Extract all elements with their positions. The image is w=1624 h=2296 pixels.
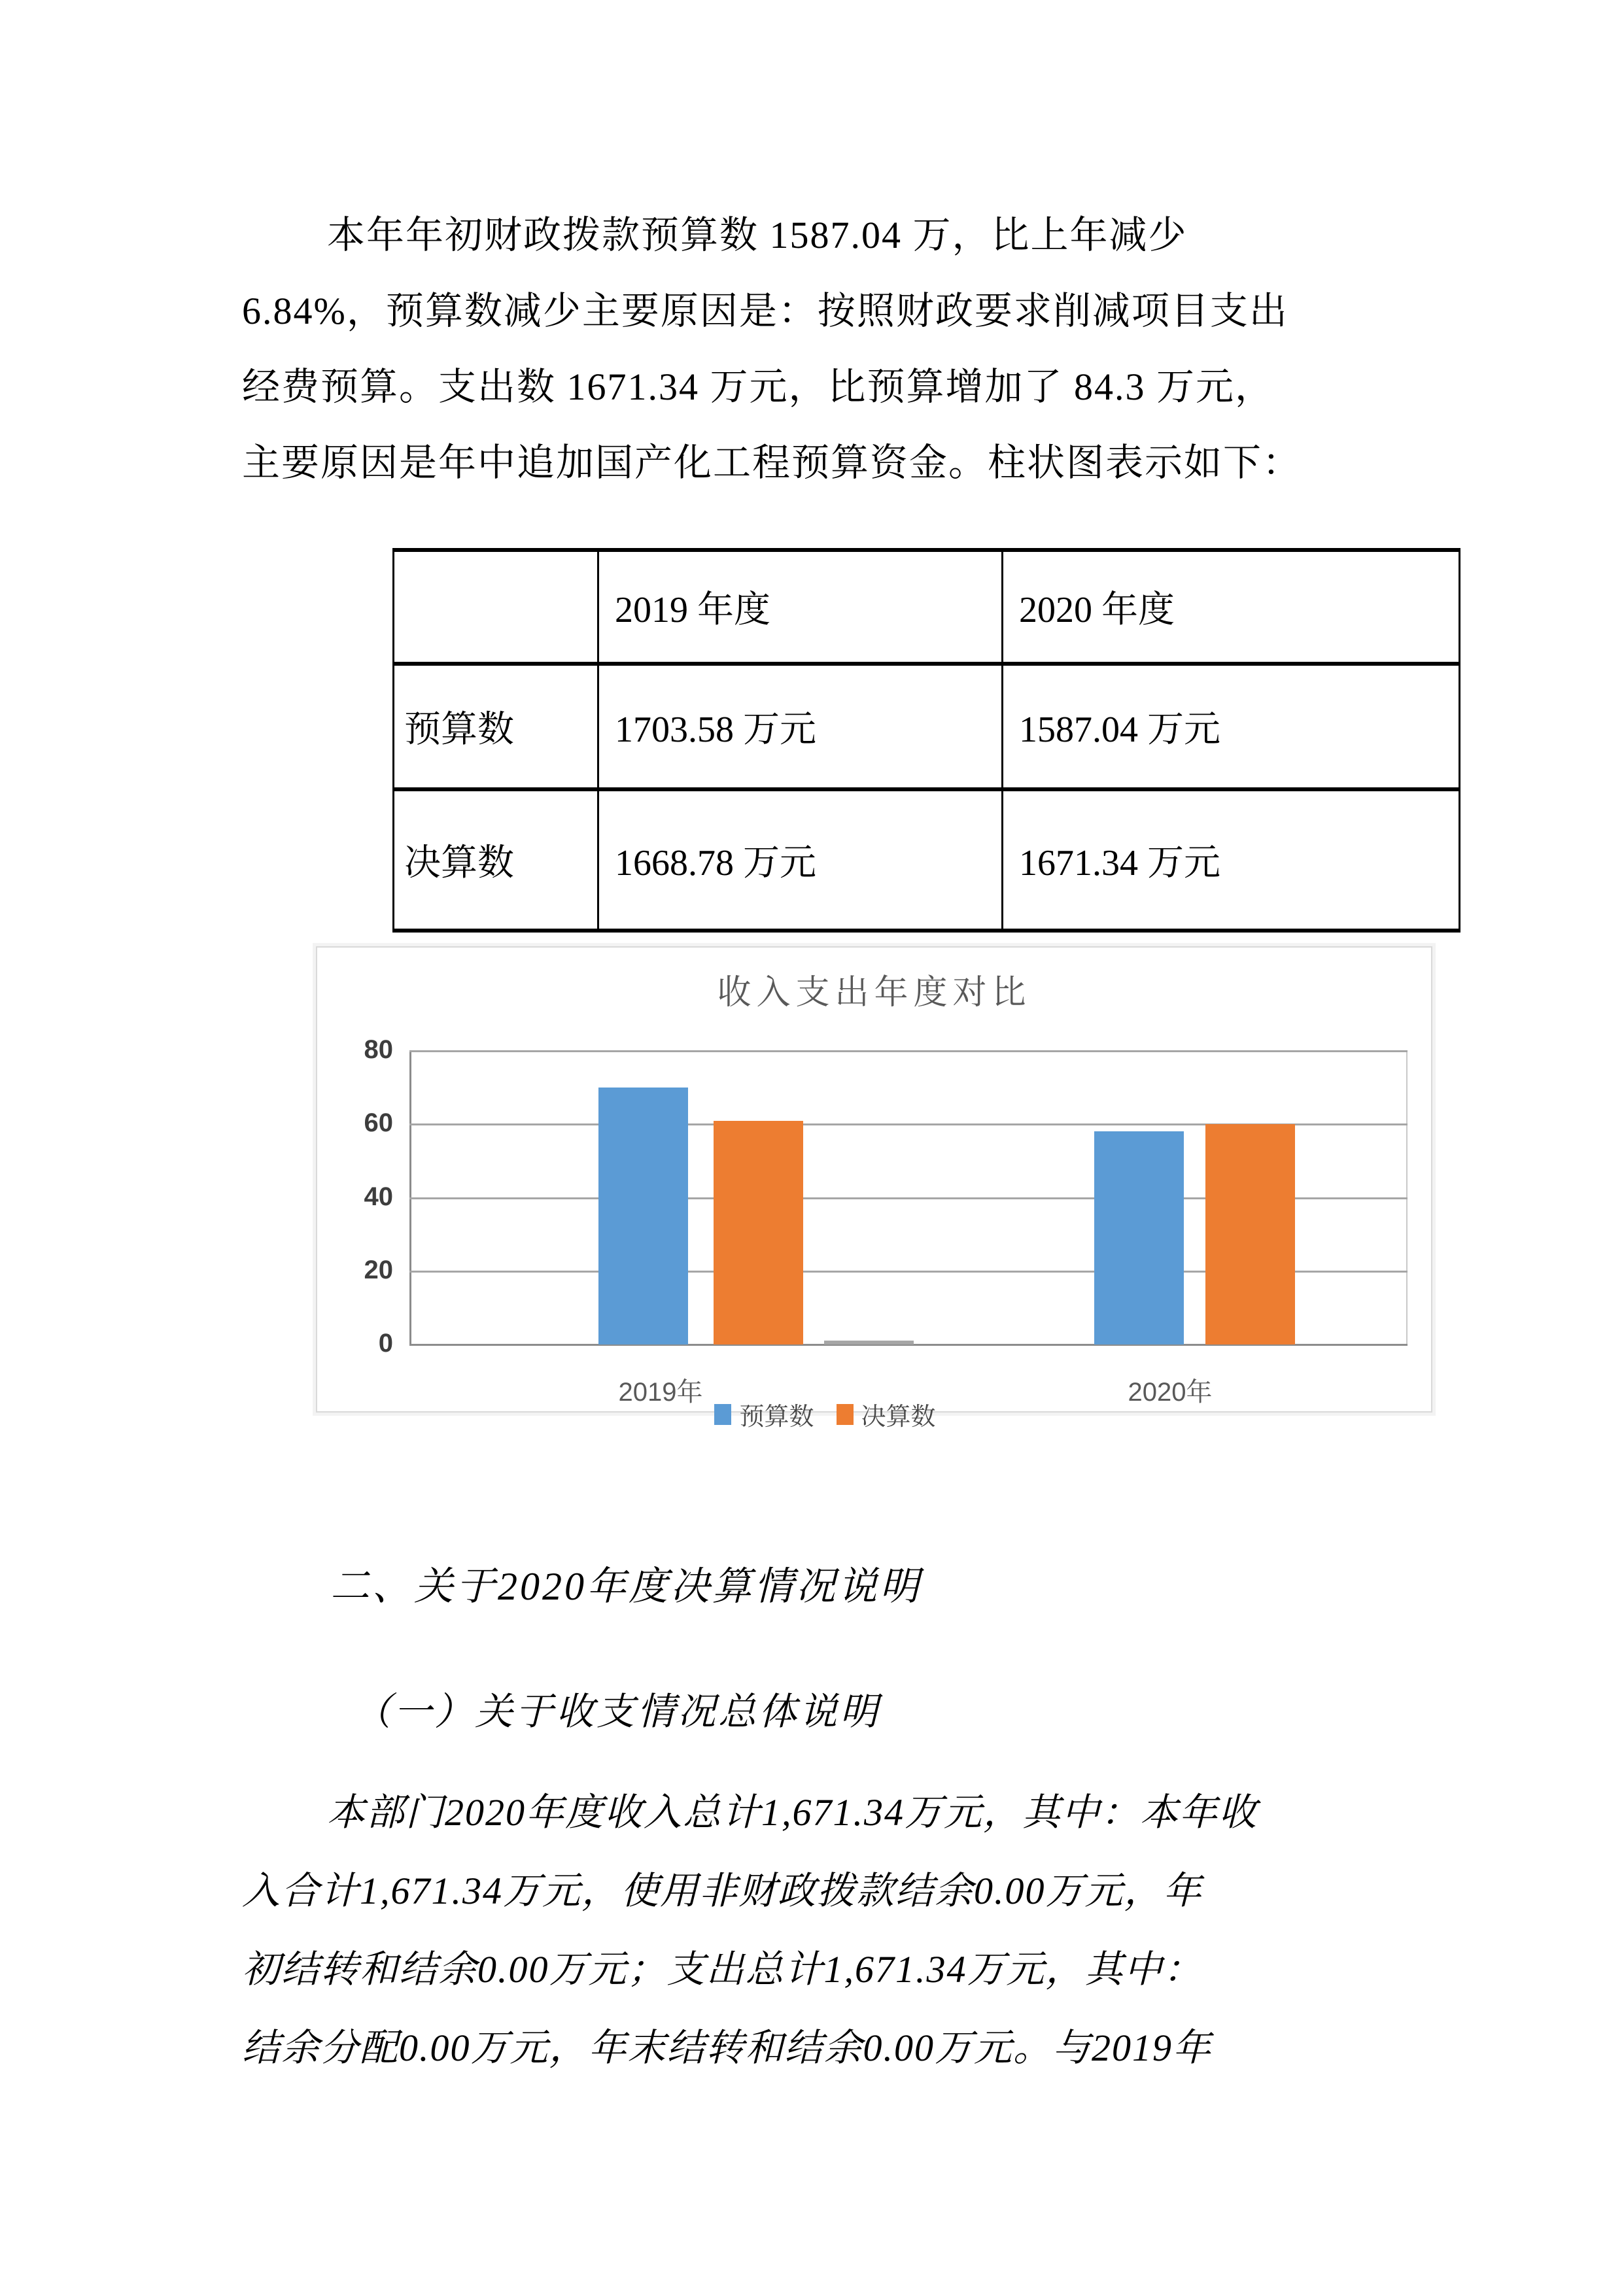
y-tick-label-80: 80 bbox=[364, 1035, 393, 1064]
legend-label-budget: 预算数 bbox=[739, 1403, 814, 1431]
paragraph-line: 结余分配0.00万元，年末结转和结余0.00万元。与2019年 bbox=[242, 2027, 1213, 2069]
category-label-2020: 2020年 bbox=[1128, 1378, 1213, 1407]
paragraph-line: 初结转和结余0.00万元；支出总计1,671.34万元，其中： bbox=[242, 1948, 1203, 1991]
paragraph-line: 本年年初财政拨款预算数 1587.04 万，比上年减少 bbox=[327, 214, 1188, 256]
row-label-budget: 预算数 bbox=[394, 664, 598, 789]
chart-plot-area bbox=[409, 1051, 1408, 1345]
gridline-80 bbox=[409, 1050, 1408, 1052]
table-header-2020: 2020 年度 bbox=[1003, 550, 1460, 664]
y-tick-label-60: 60 bbox=[364, 1108, 393, 1138]
bar-chart-panel bbox=[316, 946, 1432, 1431]
cell-budget-2019: 1703.58 万元 bbox=[598, 664, 1003, 789]
cell-final-2019: 1668.78 万元 bbox=[598, 789, 1003, 931]
table-row bbox=[394, 664, 1460, 789]
section-heading: 二、关于2020年度决算情况说明 bbox=[330, 1565, 922, 1608]
summary-paragraph bbox=[242, 1773, 1403, 2087]
chart-legend bbox=[317, 1396, 1333, 1432]
paragraph-line: 入合计1,671.34万元，使用非财政拨款结余0.00万元，年 bbox=[242, 1870, 1203, 1912]
paragraph-line: 本部门2020年度收入总计1,671.34万元，其中：本年收 bbox=[327, 1791, 1258, 1834]
paragraph-line: 经费预算。支出数 1671.34 万元，比预算增加了 84.3 万元， bbox=[242, 366, 1275, 408]
bar-series0-cat0 bbox=[598, 1088, 688, 1345]
y-tick-label-20: 20 bbox=[364, 1255, 393, 1284]
cell-budget-2020: 1587.04 万元 bbox=[1003, 664, 1460, 789]
legend-swatch-final bbox=[837, 1404, 854, 1425]
legend-item-budget bbox=[714, 1396, 814, 1432]
y-tick-label-40: 40 bbox=[364, 1182, 393, 1211]
row-label-final: 决算数 bbox=[394, 789, 598, 931]
legend-label-final: 决算数 bbox=[861, 1403, 936, 1431]
bar-near-zero bbox=[824, 1341, 914, 1345]
intro-paragraph bbox=[242, 197, 1403, 501]
cell-final-2020: 1671.34 万元 bbox=[1003, 789, 1460, 931]
bar-series0-cat1 bbox=[1094, 1131, 1184, 1345]
bar-series1-cat0 bbox=[714, 1121, 803, 1345]
y-tick-label-0: 0 bbox=[378, 1329, 393, 1358]
table-header-row bbox=[394, 550, 1460, 664]
budget-comparison-table bbox=[392, 548, 1460, 933]
table-header-blank bbox=[394, 550, 598, 664]
paragraph-line: 6.84%，预算数减少主要原因是：按照财政要求削减项目支出 bbox=[242, 290, 1288, 332]
chart-title: 收入支出年度对比 bbox=[717, 974, 1031, 1012]
category-label-2019: 2019年 bbox=[618, 1378, 703, 1407]
sub-heading: （一）关于收支情况总体说明 bbox=[353, 1690, 881, 1733]
paragraph-line: 主要原因是年中追加国产化工程预算资金。柱状图表示如下： bbox=[242, 441, 1302, 484]
legend-swatch-budget bbox=[714, 1404, 731, 1425]
table-row bbox=[394, 789, 1460, 931]
legend-item-final bbox=[837, 1396, 936, 1432]
table-header-2019: 2019 年度 bbox=[598, 550, 1003, 664]
bar-series1-cat1 bbox=[1205, 1124, 1295, 1345]
